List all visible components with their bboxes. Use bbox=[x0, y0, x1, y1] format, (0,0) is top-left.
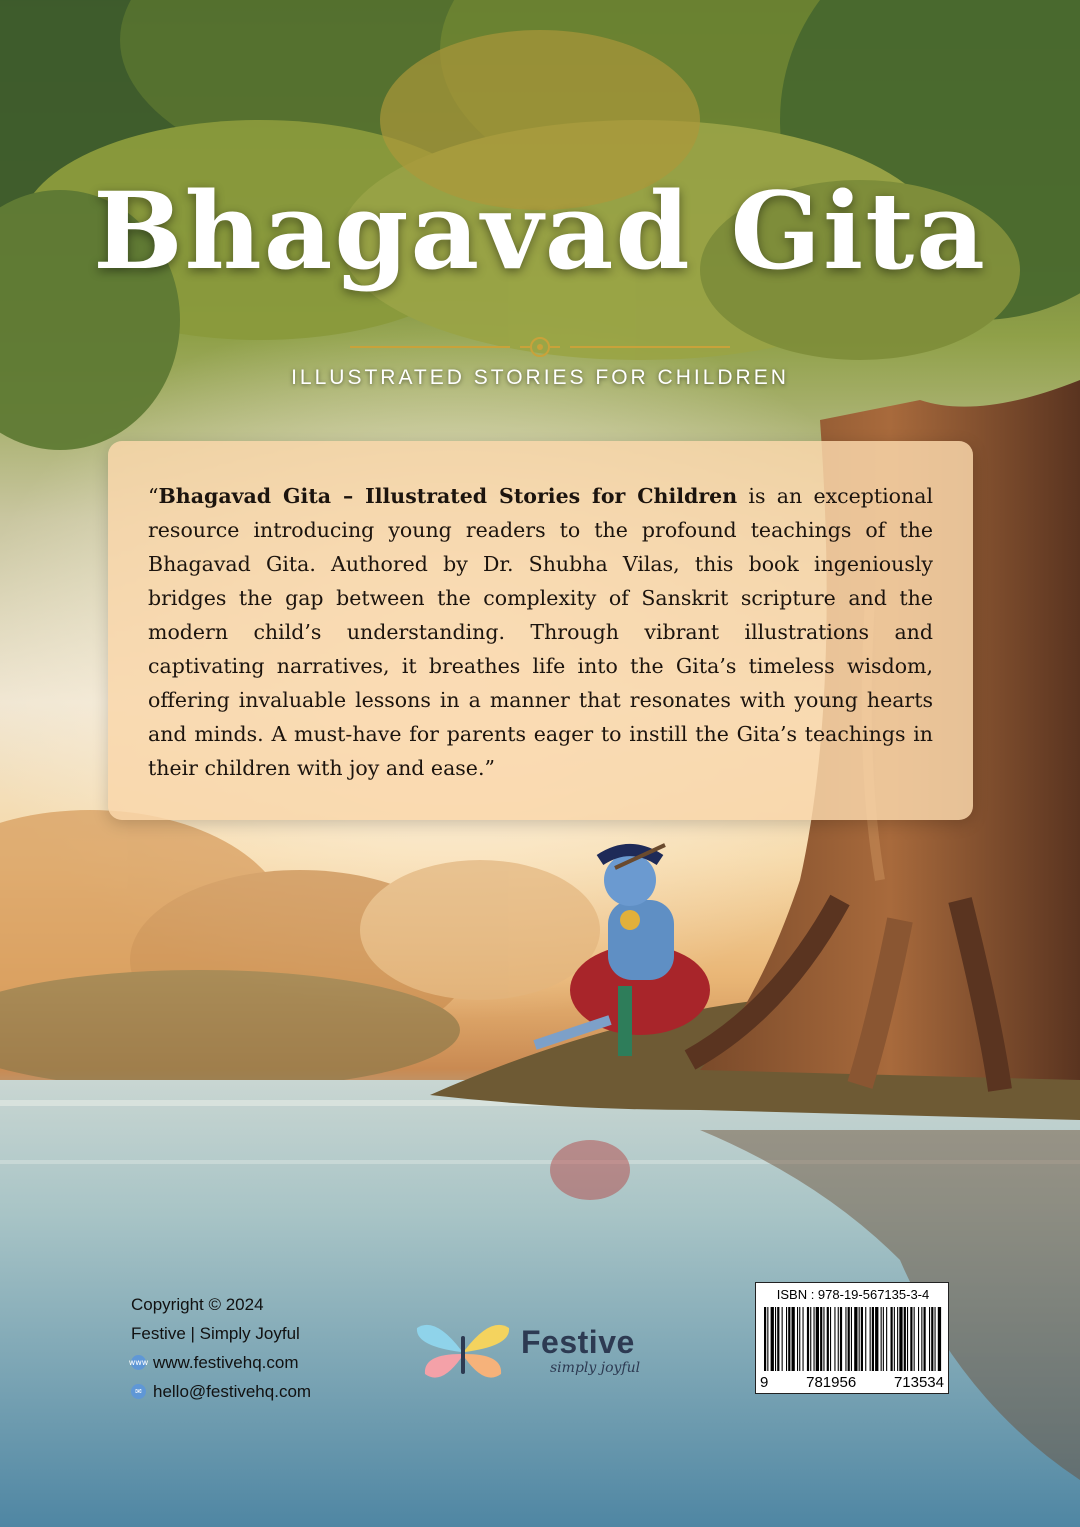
barcode-bar bbox=[792, 1307, 795, 1371]
barcode-bar bbox=[807, 1307, 809, 1371]
barcode-digit-lead: 9 bbox=[760, 1374, 769, 1391]
barcode-bar bbox=[881, 1307, 882, 1371]
barcode-bar bbox=[827, 1307, 829, 1371]
isbn-label: ISBN : 978-19-567135-3-4 bbox=[776, 1287, 930, 1302]
barcode-bar bbox=[918, 1307, 919, 1371]
website-line[interactable] bbox=[128, 1348, 311, 1377]
barcode-bar bbox=[859, 1307, 860, 1371]
barcode-bars bbox=[764, 1307, 942, 1373]
barcode-bar bbox=[929, 1307, 930, 1371]
isbn-barcode bbox=[755, 1282, 949, 1394]
barcode-bar bbox=[764, 1307, 766, 1371]
barcode-bar bbox=[897, 1307, 898, 1371]
blurb-title: Bhagavad Gita – Illustrated Stories for Children bbox=[158, 484, 738, 508]
barcode-bar bbox=[814, 1307, 815, 1371]
barcode-bar bbox=[851, 1307, 852, 1371]
blurb-panel bbox=[108, 441, 973, 820]
barcode-bar bbox=[870, 1307, 871, 1371]
barcode-bar bbox=[875, 1307, 878, 1371]
barcode-bar bbox=[899, 1307, 902, 1371]
barcode-bar bbox=[838, 1307, 839, 1371]
barcode-bar bbox=[803, 1307, 804, 1371]
barcode-bar bbox=[840, 1307, 842, 1371]
barcode-bar bbox=[810, 1307, 811, 1371]
barcode-bar bbox=[894, 1307, 895, 1371]
website-link[interactable]: www.festivehq.com bbox=[153, 1353, 299, 1372]
publisher-name: Festive | Simply Joyful bbox=[131, 1324, 300, 1343]
barcode-bar bbox=[914, 1307, 915, 1371]
barcode-bar bbox=[777, 1307, 779, 1371]
barcode-bar bbox=[786, 1307, 787, 1371]
barcode-digits-left: 781956 bbox=[806, 1374, 857, 1391]
copyright-line: Copyright © 2024 bbox=[131, 1295, 264, 1314]
barcode-bar bbox=[935, 1307, 936, 1371]
barcode-digits bbox=[760, 1374, 944, 1391]
email-link[interactable]: hello@festivehq.com bbox=[153, 1382, 312, 1401]
publisher-info bbox=[128, 1290, 312, 1406]
barcode-bar bbox=[823, 1307, 824, 1371]
barcode-bar bbox=[924, 1307, 926, 1371]
globe-icon: www bbox=[131, 1355, 146, 1370]
barcode-bar bbox=[782, 1307, 783, 1371]
barcode-bar bbox=[788, 1307, 790, 1371]
barcode-bar bbox=[865, 1307, 866, 1371]
book-title: Bhagavad Gita bbox=[93, 168, 987, 293]
barcode-bar bbox=[904, 1307, 906, 1371]
barcode-bar bbox=[883, 1307, 884, 1371]
publisher-logo bbox=[415, 1320, 655, 1384]
barcode-bar bbox=[891, 1307, 893, 1371]
barcode-bar bbox=[845, 1307, 846, 1371]
barcode-bar bbox=[848, 1307, 850, 1371]
book-subtitle: ILLUSTRATED STORIES FOR CHILDREN bbox=[291, 366, 789, 389]
mail-icon: ✉ bbox=[131, 1384, 146, 1399]
barcode-bar bbox=[834, 1307, 835, 1371]
barcode-bar bbox=[797, 1307, 798, 1371]
butterfly-logo-icon bbox=[415, 1320, 511, 1384]
barcode-digits-right: 713534 bbox=[893, 1374, 944, 1391]
barcode-bar bbox=[907, 1307, 908, 1371]
logo-tagline: simply joyful bbox=[550, 1360, 641, 1376]
logo-brand: Festive bbox=[521, 1324, 635, 1360]
barcode-bar bbox=[830, 1307, 831, 1371]
barcode-bar bbox=[861, 1307, 863, 1371]
barcode-bar bbox=[771, 1307, 774, 1371]
title-ornament-divider bbox=[350, 332, 730, 362]
email-line[interactable] bbox=[131, 1377, 311, 1406]
barcode-bar bbox=[931, 1307, 933, 1371]
barcode-bar bbox=[816, 1307, 819, 1371]
barcode-bar bbox=[854, 1307, 857, 1371]
barcode-bar bbox=[886, 1307, 887, 1371]
barcode-bar bbox=[910, 1307, 912, 1371]
barcode-bar bbox=[872, 1307, 874, 1371]
barcode-bar bbox=[820, 1307, 822, 1371]
barcode-bar bbox=[775, 1307, 776, 1371]
blurb-text: “Bhagavad Gita – Illustrated Stories for Children is an exceptional resource introducing young readers to the profound teachings of the Bhagavad Gita. Authored by Dr. Shubha Vilas, this book ingeniously bridges the gap between the complexity of Sanskrit scripture and the modern child’s understanding. Through vibrant illustrations and captivating narratives, it breathes life into the Gita’s timeless wisdom, offering invaluable lessons in a manner that resonates with young hearts and minds. A must-have for parents eager to instill the Gita’s teachings in their children with joy and ease.” bbox=[148, 484, 933, 780]
barcode-bar bbox=[767, 1307, 768, 1371]
barcode-bar bbox=[921, 1307, 922, 1371]
barcode-bar bbox=[799, 1307, 800, 1371]
barcode-bar bbox=[938, 1307, 941, 1371]
